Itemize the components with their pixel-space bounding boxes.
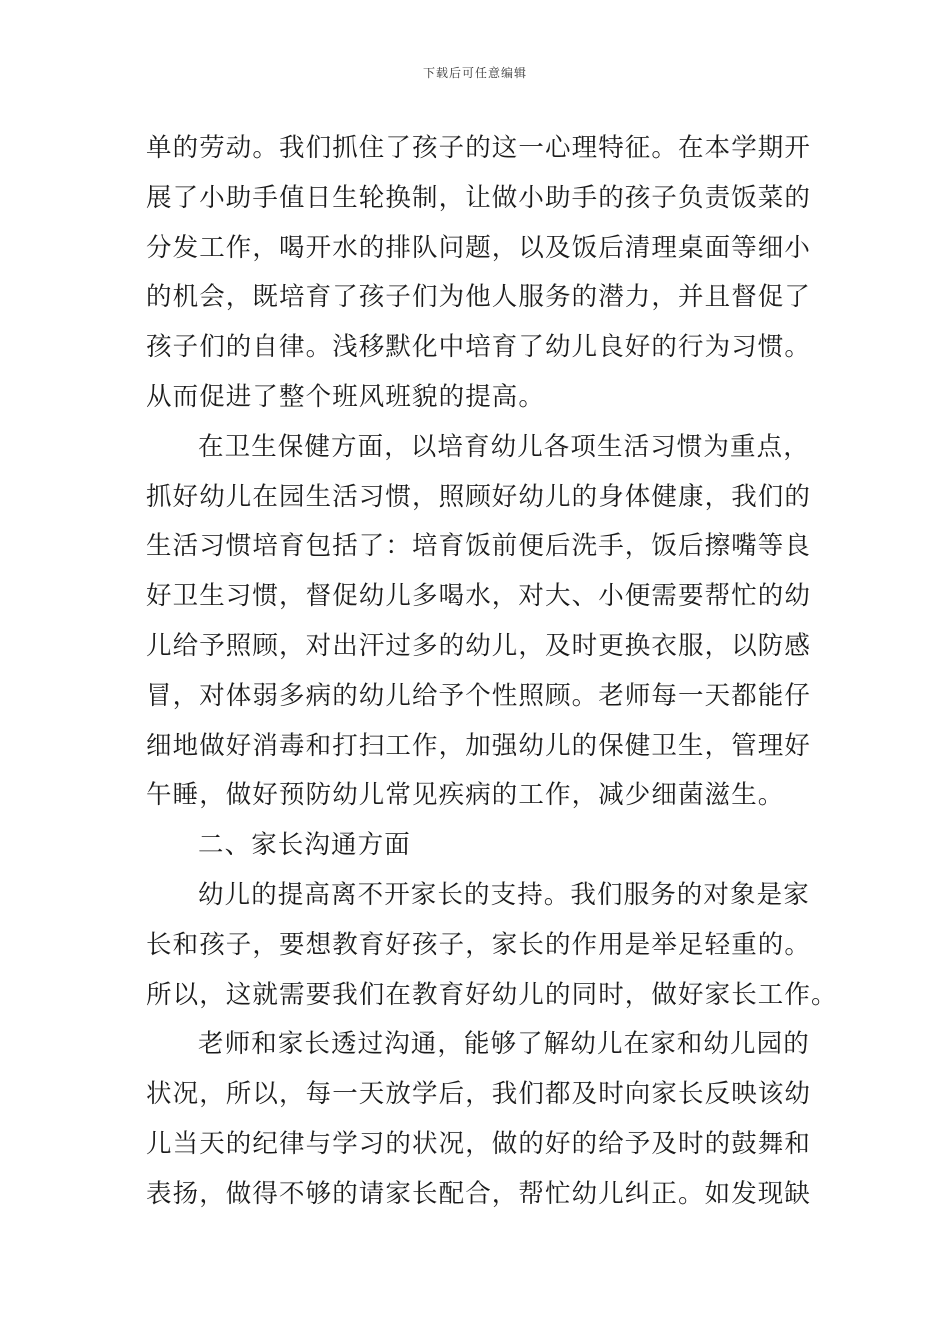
- text-line: 的机会，既培育了孩子们为他人服务的潜力，并且督促了: [146, 282, 812, 313]
- text-line: 状况，所以，每一天放学后，我们都及时向家长反映该幼: [146, 1079, 812, 1110]
- text-line: 展了小助手值日生轮换制，让做小助手的孩子负责饭菜的: [146, 182, 812, 213]
- section-heading: 二、家长沟通方面: [198, 830, 411, 861]
- text-line: 长和孩子，要想教育好孩子，家长的作用是举足轻重的。: [146, 929, 812, 960]
- text-line: 孩子们的自律。浅移默化中培育了幼儿良好的行为习惯。: [146, 332, 812, 363]
- text-line: 幼儿的提高离不开家长的支持。我们服务的对象是家: [198, 879, 810, 910]
- text-line: 抓好幼儿在园生活习惯，照顾好幼儿的身体健康，我们的: [146, 481, 812, 512]
- text-line: 冒，对体弱多病的幼儿给予个性照顾。老师每一天都能仔: [146, 680, 812, 711]
- text-line: 在卫生保健方面，以培育幼儿各项生活习惯为重点，: [198, 431, 810, 462]
- text-line: 单的劳动。我们抓住了孩子的这一心理特征。在本学期开: [146, 133, 812, 163]
- text-line: 午睡，做好预防幼儿常见疾病的工作，减少细菌滋生。: [146, 780, 785, 811]
- text-line: 分发工作，喝开水的排队问题，以及饭后清理桌面等细小: [146, 232, 812, 263]
- document-body: [146, 124, 838, 1220]
- text-line: 好卫生习惯，督促幼儿多喝水，对大、小便需要帮忙的幼: [146, 581, 812, 612]
- text-line: 从而促进了整个班风班貌的提高。: [146, 381, 546, 412]
- text-line: 表扬，做得不够的请家长配合，帮忙幼儿纠正。如发现缺: [146, 1178, 812, 1209]
- text-line: 所以，这就需要我们在教育好幼儿的同时，做好家长工作。: [146, 979, 838, 1010]
- text-line: 儿当天的纪律与学习的状况，做的好的给予及时的鼓舞和: [146, 1128, 812, 1159]
- page-header: 下载后可任意编辑: [422, 66, 527, 80]
- text-line: 生活习惯培育包括了：培育饭前便后洗手，饭后擦嘴等良: [146, 531, 812, 562]
- text-line: 儿给予照顾，对出汗过多的幼儿，及时更换衣服，以防感: [146, 630, 812, 661]
- text-line: 细地做好消毒和打扫工作，加强幼儿的保健卫生，管理好: [146, 730, 812, 761]
- text-line: 老师和家长透过沟通，能够了解幼儿在家和幼儿园的: [198, 1029, 810, 1060]
